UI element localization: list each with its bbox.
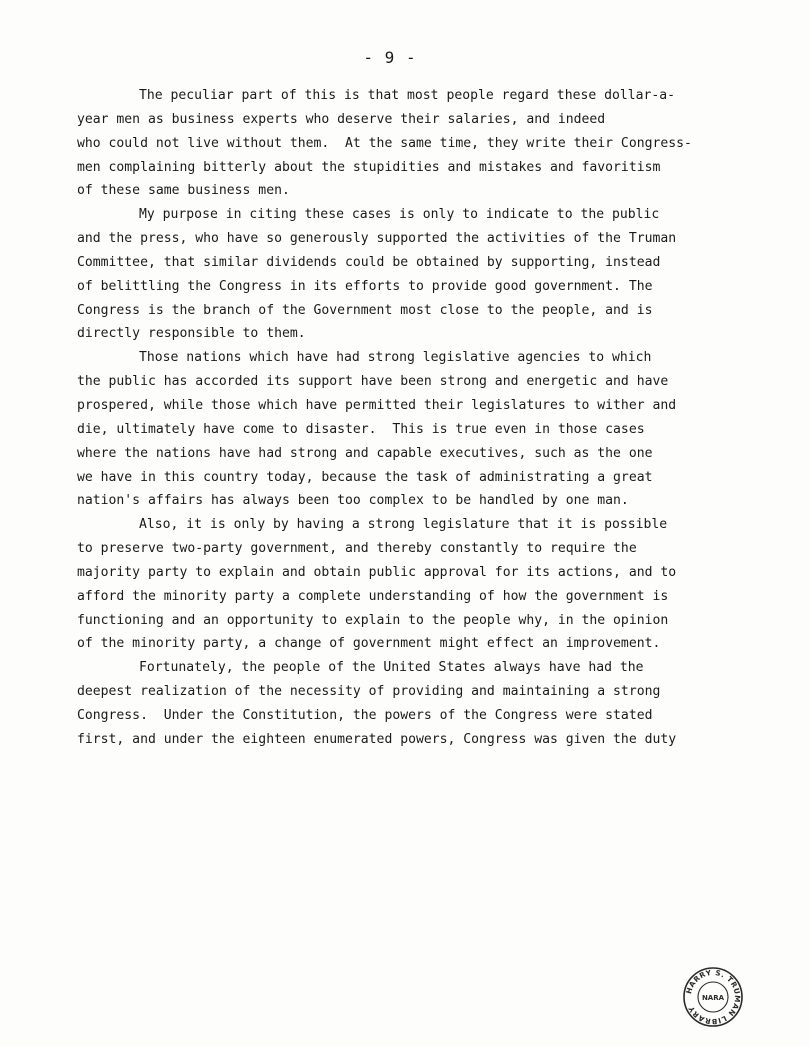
text-line: to preserve two-party government, and thereby constantly to require the bbox=[77, 541, 637, 557]
text-line: of these same business men. bbox=[77, 183, 290, 199]
page-number: - 9 - bbox=[363, 48, 417, 67]
text-line: Committee, that similar dividends could be obtained by supporting, instead bbox=[77, 254, 661, 270]
text-line: Those nations which have had strong legislative agencies to which bbox=[139, 350, 652, 366]
text-line: die, ultimately have come to disaster. This is true even in those cases bbox=[77, 421, 645, 437]
stamp-center-label: NARA bbox=[701, 994, 725, 1002]
text-line: and the press, who have so generously supported the activities of the Truman bbox=[77, 231, 677, 247]
text-line: men complaining bitterly about the stupidities and mistakes and favoritism bbox=[77, 159, 661, 175]
text-line: first, and under the eighteen enumerated powers, Congress was given the duty bbox=[77, 731, 677, 747]
text-line: deepest realization of the necessity of providing and maintaining a strong bbox=[77, 684, 661, 700]
text-line: functioning and an opportunity to explain to the people why, in the opinion bbox=[77, 612, 669, 628]
text-line: of the minority party, a change of government might effect an improvement. bbox=[77, 636, 661, 652]
text-line: Also, it is only by having a strong legislature that it is possible bbox=[139, 517, 668, 533]
text-line: afford the minority party a complete understanding of how the government is bbox=[77, 588, 669, 604]
text-line: nation's affairs has always been too complex to be handled by one man. bbox=[77, 493, 629, 509]
text-line: who could not live without them. At the same time, they write their Congress- bbox=[77, 135, 692, 151]
text-line: directly responsible to them. bbox=[77, 326, 306, 342]
text-line: Congress is the branch of the Government most close to the people, and is bbox=[77, 302, 653, 318]
text-line: Fortunately, the people of the United States always have had the bbox=[139, 660, 644, 676]
stamp-label: HARRY S. TRUMAN LIBRARY bbox=[684, 967, 743, 1027]
text-line: we have in this country today, because the task of administrating a great bbox=[77, 469, 653, 485]
text-line: year men as business experts who deserve their salaries, and indeed bbox=[77, 111, 606, 127]
text-line: majority party to explain and obtain public approval for its actions, and to bbox=[77, 564, 677, 580]
text-line: My purpose in citing these cases is only to indicate to the public bbox=[139, 207, 660, 223]
archive-stamp-icon bbox=[682, 966, 744, 1028]
text-line: the public has accorded its support have been strong and energetic and have bbox=[77, 374, 669, 390]
text-line: where the nations have had strong and capable executives, such as the one bbox=[77, 445, 653, 461]
text-line: prospered, while those which have permitted their legislatures to wither and bbox=[77, 397, 677, 413]
text-line: Congress. Under the Constitution, the powers of the Congress were stated bbox=[77, 707, 653, 723]
text-line: The peculiar part of this is that most people regard these dollar-a- bbox=[139, 88, 676, 103]
text-line: of belittling the Congress in its efforts to provide good government. The bbox=[77, 278, 653, 294]
body-text bbox=[77, 84, 767, 752]
